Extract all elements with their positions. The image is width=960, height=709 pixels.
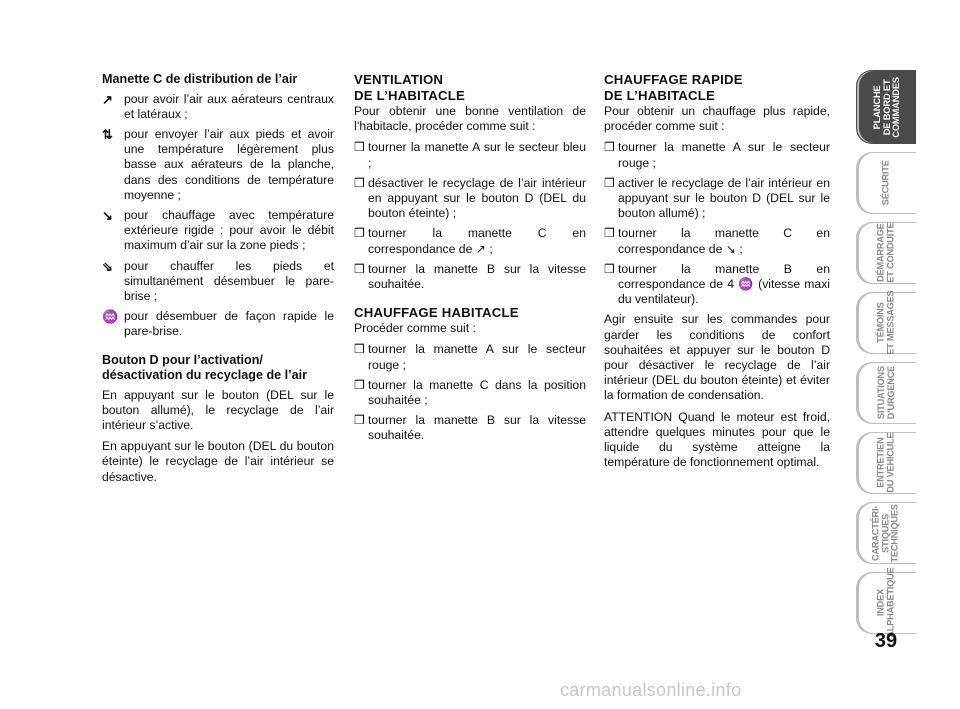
quick-heating-heading [604,72,830,104]
list-item [102,309,334,339]
checkbox-bullet-icon: ❒ [354,377,365,392]
list-item [354,342,586,372]
checkbox-bullet-icon: ❒ [604,261,615,276]
heading-line: CHAUFFAGE RAPIDE [604,72,743,87]
tab-demarrage[interactable] [856,222,916,284]
list-item [354,176,586,222]
list-item [604,176,830,222]
list-item-text: tourner la manette B en correspondance de 4 ♒ (vitesse maxi du ventilateur). [618,261,830,307]
chapter-tabs [856,70,916,642]
feet-windscreen-icon: ⇘ [102,258,113,274]
checkbox-bullet-icon: ❒ [354,342,365,357]
list-item [102,92,334,122]
face-vents-icon: ↗ [102,91,113,107]
column-quick-heating [604,72,830,476]
heading-prefix: Manette [102,72,154,86]
list-item [354,262,586,292]
list-item-text: tourner la manette B sur la vitesse souhaitée. [368,413,586,443]
list-item [102,208,334,254]
page-number: 39 [874,630,898,652]
tab-label: SÉCURITÉ [880,160,891,206]
list-item-text: tourner la manette C en correspondance de ↗ ; [368,226,586,256]
paragraph: ATTENTION Quand le moteur est froid, attendre quelques minutes pour que le liquide du système atteigne la température de fonctionnement optimal. [604,409,830,470]
checkbox-bullet-icon: ❒ [604,140,615,155]
feet-icon: ↘ [102,207,113,223]
list-item-text: activer le recyclage de l’air intérieur en appuyant sur le bouton D (DEL sur le bouton allumé) ; [618,175,830,221]
heading-line: VENTILATION [354,72,444,87]
list-item [354,140,586,170]
face-feet-icon: ⇅ [102,126,113,142]
list-item [604,140,830,170]
paragraph: En appuyant sur le bouton (DEL sur le bouton allumé), le recyclage de l’air intérieur s’active. [102,387,334,432]
tab-securite[interactable] [856,152,916,214]
heading-line: DE L’HABITACLE [354,88,465,103]
paragraph: Procéder comme suit : [354,321,476,336]
list-item-text: tourner la manette C en correspondance de ↘ ; [618,226,830,256]
checkbox-bullet-icon: ❒ [354,140,365,155]
list-item-text: pour envoyer l’air aux pieds et avoir une température légèrement plus basse aux aérateurs de la planche, dans des conditions de température moyenne ; [124,126,334,202]
list-item [604,226,830,256]
tab-index[interactable] [856,567,916,639]
list-item-text: pour désembuer de façon rapide le pare-brise. [124,309,334,339]
tab-label: DÉMARRAGE ET CONDUITE [875,222,896,284]
air-distribution-heading [102,72,334,88]
list-item [354,378,586,408]
ventilation-heading [354,72,586,104]
list-item [354,226,586,256]
heading-suffix: de distribution de l’air [162,72,298,86]
list-item-text: tourner la manette A sur le secteur rouge ; [368,342,586,372]
checkbox-bullet-icon: ❒ [354,175,365,190]
tab-label: ENTRETIEN DU VÉHICULE [875,432,896,494]
tab-entretien[interactable] [856,432,916,494]
list-item [604,262,830,308]
paragraph: Agir ensuite sur les commandes pour garder les conditions de confort souhaitées et appuyer sur le bouton D pour désactiver le recyclage de l’air intérieur (DEL du bouton éteinte) et éviter la formation de condensation. [604,312,830,403]
list-item-text: pour chauffage avec température extérieure rigide : pour avoir le débit maximum d’air sur la zone pieds ; [124,207,334,253]
list-item-text: tourner la manette A sur le secteur bleu ; [368,140,586,170]
recirculation-heading: Bouton D pour l’activation/ désactivation du recyclage de l’air [102,352,308,383]
tab-label: INDEX ALPHABÉTIQUE [875,567,896,639]
list-item-text: tourner la manette A sur le secteur rouge ; [618,140,830,170]
list-item [102,127,334,203]
heading-line: DE L’HABITACLE [604,88,715,103]
checkbox-bullet-icon: ❒ [354,261,365,276]
list-item-text: tourner la manette C dans la position souhaitée ; [368,377,586,408]
list-item [102,259,334,305]
list-item-text: pour avoir l’air aux aérateurs centraux et latéraux ; [124,91,334,121]
column-ventilation [354,72,586,449]
paragraph: En appuyant sur le bouton (DEL du bouton éteinte) le recyclage de l’air intérieur se désactive. [102,439,334,484]
tab-label: TÉMOINS ET MESSAGES [875,290,896,356]
list-item-text: tourner la manette B sur la vitesse souhaitée. [368,261,586,292]
list-item [354,413,586,443]
tab-label: CARACTÉRI- STIQUES TECHNIQUES [871,503,901,563]
paragraph: Pour obtenir une bonne ventilation de l’habitacle, procéder comme suit : [354,104,586,134]
checkbox-bullet-icon: ❒ [354,413,365,428]
tab-situations-urgence[interactable] [856,362,916,424]
watermark: carmanualsonline.info [560,680,742,700]
heating-heading: CHAUFFAGE HABITACLE [354,305,519,321]
list-item-text: pour chauffer les pieds et simultanément désembuer le pare-brise ; [124,258,334,303]
tab-temoins[interactable] [856,292,916,354]
checkbox-bullet-icon: ❒ [604,175,615,190]
list-item-text: désactiver le recyclage de l’air intérieur en appuyant sur le bouton D (DEL du bouton éteinte) ; [368,175,586,221]
heading-letter: C [153,72,163,86]
tab-caracteristiques[interactable] [856,502,916,564]
tab-planche-de-bord[interactable] [856,70,916,144]
tab-label: SITUATIONS D’URGENCE [875,366,896,420]
paragraph: Pour obtenir un chauffage plus rapide, procéder comme suit : [604,104,830,134]
tab-label: PLANCHE DE BORD ET COMMANDES [871,76,902,138]
checkbox-bullet-icon: ❒ [604,226,615,241]
column-air-distribution [102,72,334,491]
checkbox-bullet-icon: ❒ [354,226,365,241]
windscreen-defrost-icon: ♒ [102,309,119,325]
